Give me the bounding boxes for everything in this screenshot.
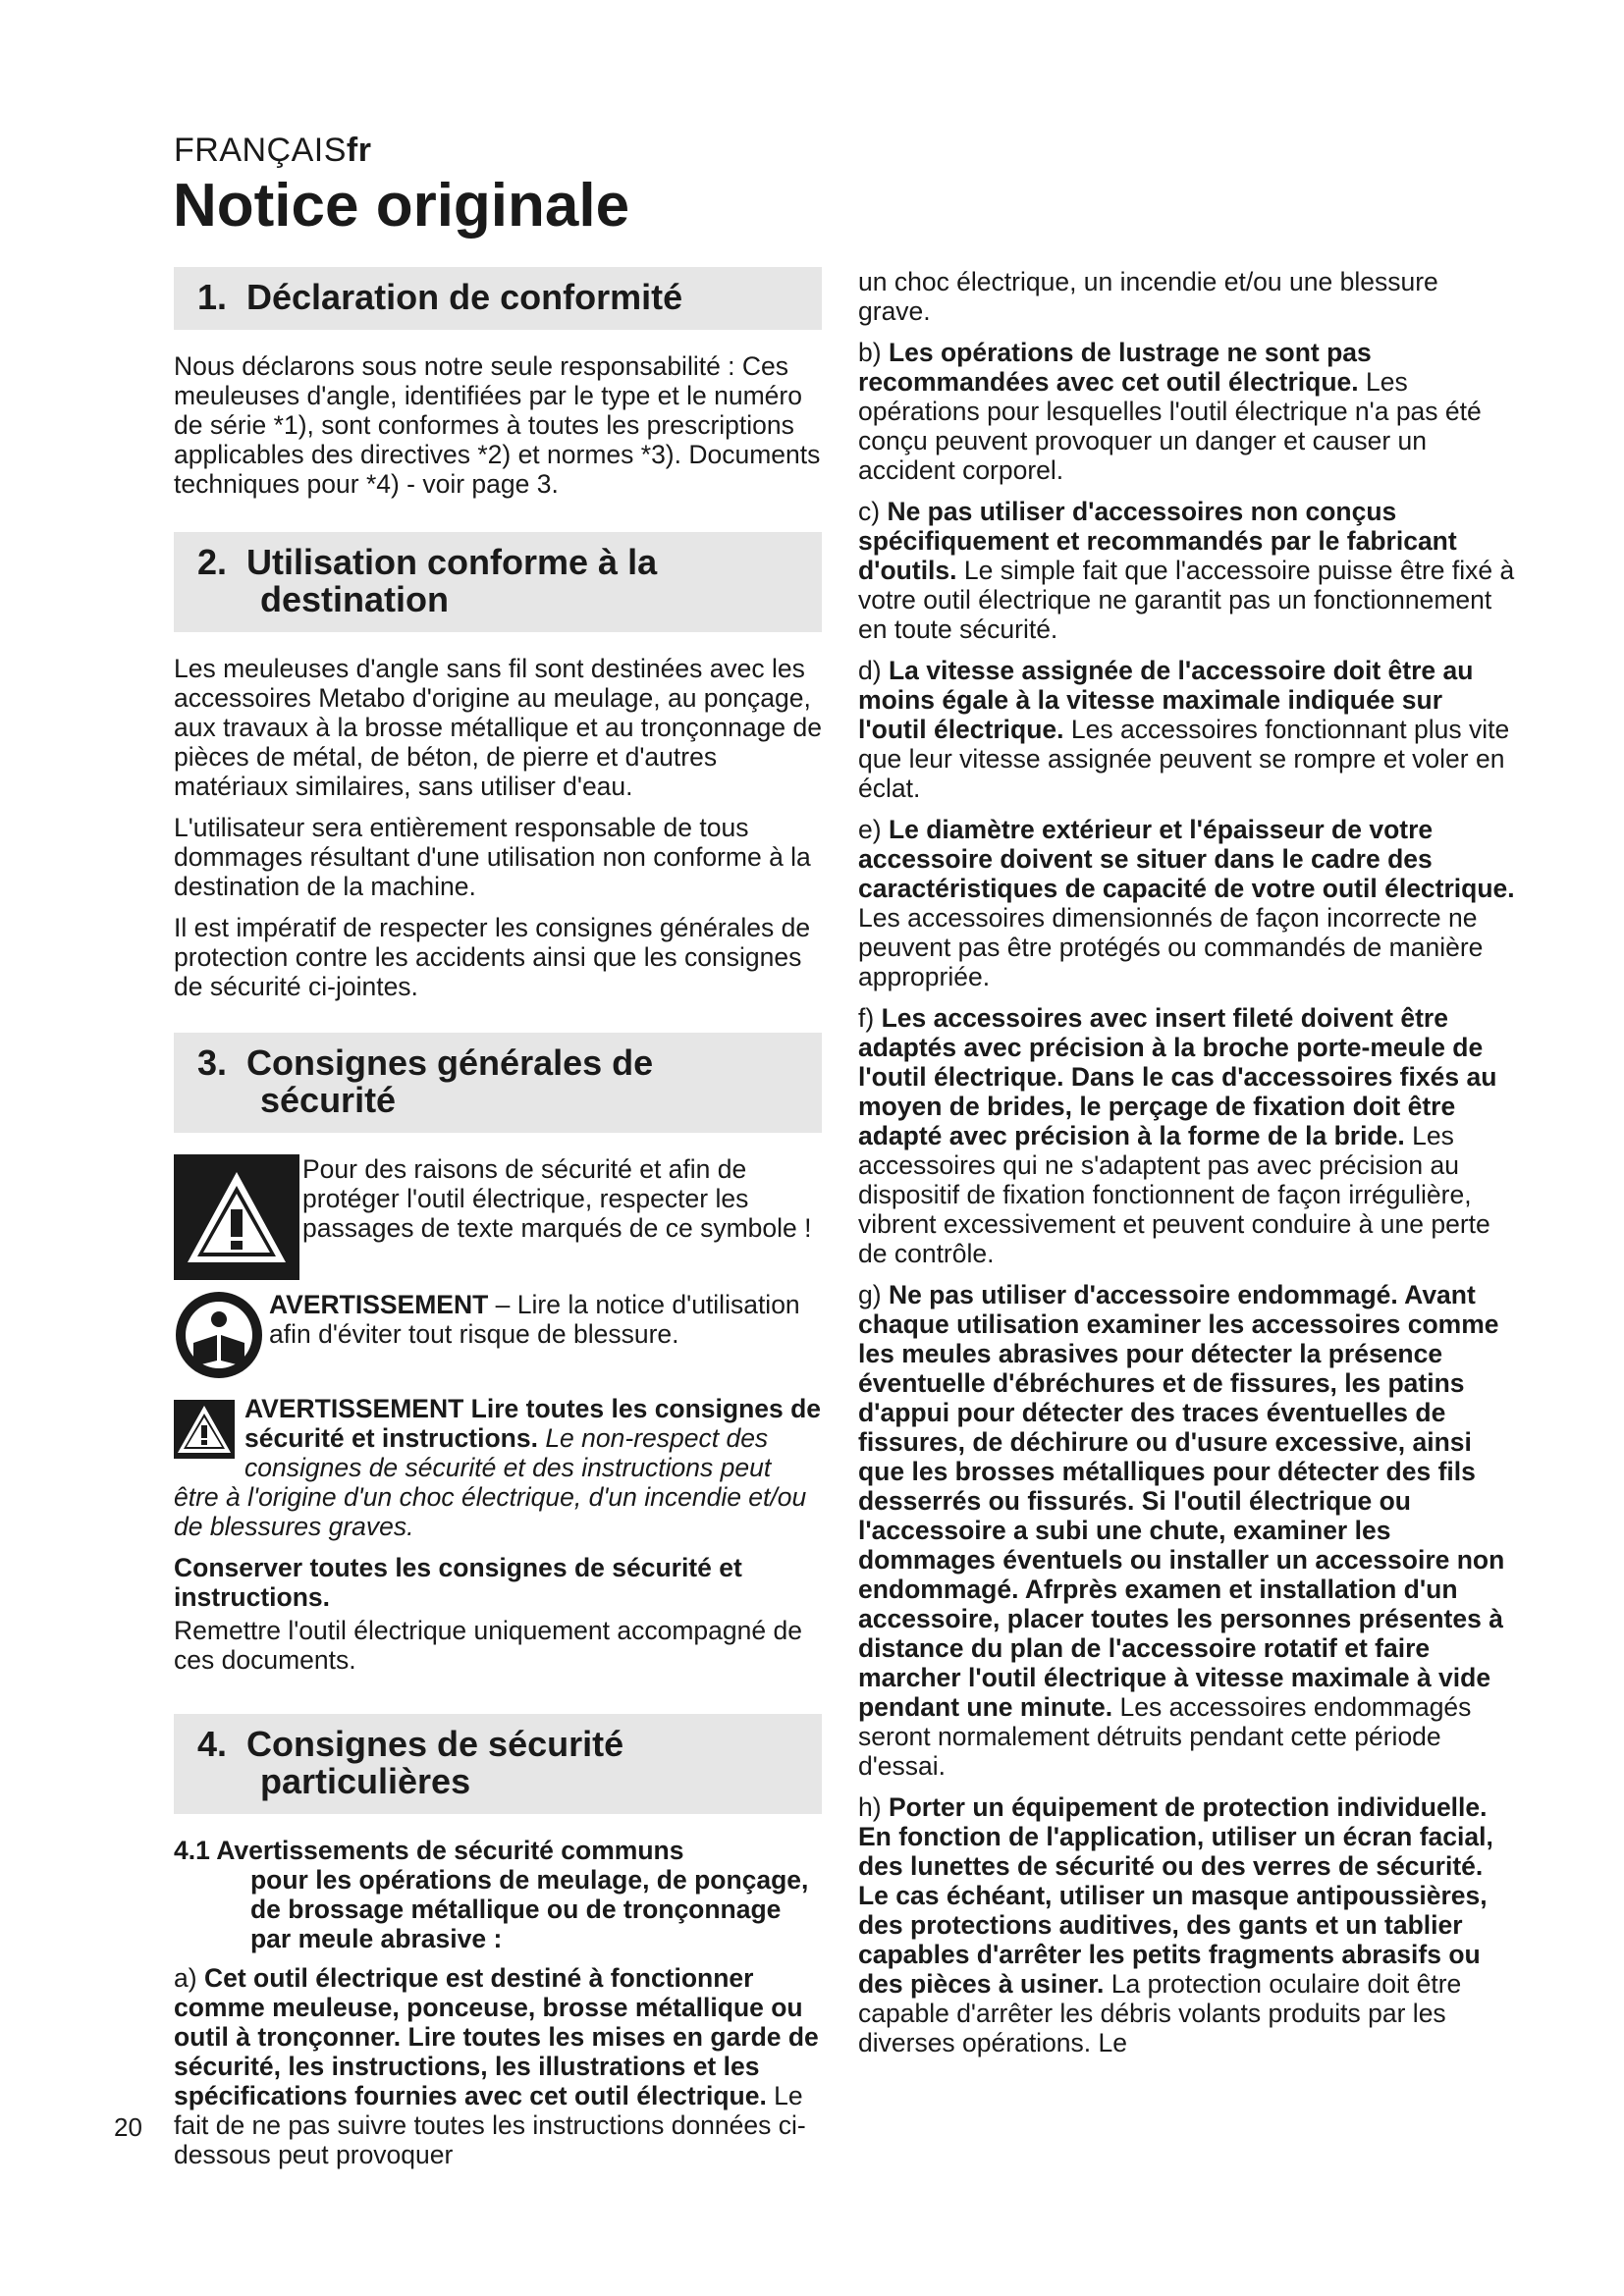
item-h-bold: Porter un équipement de protection individuelle. En fonction de l'application, utiliser un écran facial, des lunettes de sécurité ou des verres de sécurité. Le cas échéant, utiliser un masque antipoussières, des protections auditives, des gants et un tablier capables d'arrêter les petits fragments abrasifs ou des pièces à usiner.	[858, 1792, 1493, 1999]
section-2-number: 2.	[197, 542, 228, 582]
document-title: Notice originale	[173, 172, 630, 240]
item-d-text: Les accessoires fonctionnant plus vite que leur vitesse assignée peuvent se rompre et voler en éclat.	[858, 715, 1510, 803]
section-1-heading	[174, 267, 822, 330]
page-number: 20	[114, 2112, 142, 2142]
section-4-number: 4.	[197, 1724, 228, 1764]
safety-symbol-text: Pour des raisons de sécurité et afin de protéger l'outil électrique, respecter les passages de texte marqués de ce symbole !	[302, 1154, 812, 1243]
item-d-label: d)	[858, 656, 889, 685]
item-c-text: Le simple fait que l'accessoire puisse être fixé à votre outil électrique ne garantit pas un fonctionnement en toute sécurité.	[858, 556, 1515, 644]
general-warning	[174, 1394, 822, 1541]
item-d	[858, 656, 1516, 803]
item-f-text: Les accessoires qui ne s'adaptent pas avec précision au dispositif de fixation fonctionnent de façon irrégulière, vibrent excessivement et peuvent conduire à une perte de contrôle.	[858, 1121, 1490, 1268]
section-2-paragraph-2: L'utilisateur sera entièrement responsable de tous dommages résultant d'une utilisation non conforme à la destination de la machine.	[174, 813, 811, 901]
section-4-heading	[174, 1714, 822, 1814]
language-label	[174, 132, 371, 170]
item-h	[858, 1792, 1516, 2057]
item-b-label: b)	[858, 338, 889, 367]
read-manual-icon	[174, 1290, 264, 1380]
item-f-bold: Les accessoires avec insert fileté doivent être adaptés avec précision à la broche porte-meule de l'outil électrique. Dans le cas d'accessoires fixés au moyen de brides, le perçage de fixation doit être adapté avec précision à la forme de la bride.	[858, 1003, 1497, 1150]
keep-instructions-text: Remettre l'outil électrique uniquement accompagné de ces documents.	[174, 1616, 802, 1675]
item-g	[858, 1280, 1516, 1781]
item-a-bold: Cet outil électrique est destiné à fonctionner comme meuleuse, ponceuse, brosse métallique ou outil à tronçonner. Lire toutes les mises en garde de sécurité, les instructions, les illustrations et les spécifications fournies avec cet outil électrique.	[174, 1963, 819, 2110]
item-c-label: c)	[858, 497, 888, 526]
warning-triangle-small-icon	[174, 1400, 235, 1459]
item-d-bold: La vitesse assignée de l'accessoire doit être au moins égale à la vitesse maximale indiquée sur l'outil électrique.	[858, 656, 1474, 744]
general-warning-text: Le non-respect des consignes de sécurité et des instructions peut être à l'origine d'un choc électrique, d'un incendie et/ou de blessures graves.	[174, 1423, 807, 1541]
item-g-label: g)	[858, 1280, 889, 1309]
section-3-number: 3.	[197, 1042, 228, 1083]
item-b	[858, 338, 1516, 485]
section-3-title-line1: Consignes générales de	[246, 1042, 654, 1083]
item-g-text: Les accessoires endommagés seront normalement détruits pendant cette période d'essai.	[858, 1692, 1472, 1781]
warning-triangle-icon	[174, 1154, 299, 1280]
section-1-number: 1.	[197, 277, 228, 317]
section-4-title-line1: Consignes de sécurité	[246, 1724, 624, 1764]
section-3-heading	[174, 1033, 822, 1133]
section-2-title-line2: destination	[260, 579, 450, 619]
item-e-bold: Le diamètre extérieur et l'épaisseur de votre accessoire doivent se situer dans le cadre des caractéristiques de capacité de votre outil électrique.	[858, 815, 1515, 903]
item-b-bold: Les opérations de lustrage ne sont pas recommandées avec cet outil électrique.	[858, 338, 1372, 397]
section-2-paragraph-3: Il est impératif de respecter les consignes générales de protection contre les accidents ainsi que les consignes de sécurité ci-jointes.	[174, 913, 811, 1001]
subsection-4-1-heading	[174, 1836, 822, 1953]
item-e-label: e)	[858, 815, 889, 844]
general-warning-heading: AVERTISSEMENT Lire toutes les consignes de sécurité et instructions.	[244, 1394, 822, 1453]
keep-instructions	[174, 1553, 822, 1612]
item-c-bold: Ne pas utiliser d'accessoires non conçus spécifiquement et recommandés par le fabricant d'outils.	[858, 497, 1457, 585]
section-2-paragraph-1: Les meuleuses d'angle sans fil sont destinées avec les accessoires Metabo d'origine au meulage, au ponçage, aux travaux à la brosse métallique et au tronçonnage de pièces de métal, de béton, de pierre et d'autres matériaux similaires, sans utiliser d'eau.	[174, 654, 822, 801]
section-2-heading	[174, 532, 822, 632]
item-e-text: Les accessoires dimensionnés de façon incorrecte ne peuvent pas être protégés ou commandés de manière appropriée.	[858, 903, 1484, 991]
item-h-text: La protection oculaire doit être capable d'arrêter les débris volants produits par les diverses opérations. Le	[858, 1969, 1462, 2057]
subsection-4-1-title-rest: pour les opérations de meulage, de ponçage, de brossage métallique ou de tronçonnage par meule abrasive :	[250, 1865, 809, 1953]
keep-instructions-heading: Conserver toutes les consignes de sécurité et instructions.	[174, 1553, 742, 1612]
item-g-bold: Ne pas utiliser d'accessoire endommagé. Avant chaque utilisation examiner les accessoires comme les meules abrasives pour détecter la présence éventuelle d'ébréchures et de fissures, les patins d'appui pour détecter des traces éventuelles de fissures, de déchirure ou d'usure excessive, ainsi que les brosses métalliques pour détecter des fils desserrés ou fissurés. Si l'outil électrique ou l'accessoire a subi une chute, examiner les dommages éventuels ou installer un accessoire non endommagé. Afrprès examen et installation d'un accessoire, placer toutes les personnes présentes à distance du plan de l'accessoire rotatif et faire marcher l'outil électrique à vitesse maximale à vide pendant une minute.	[858, 1280, 1505, 1722]
section-1-title: Déclaration de conformité	[246, 277, 683, 317]
right-column	[858, 267, 1516, 2069]
subsection-4-1-title-line1: Avertissements de sécurité communs	[216, 1836, 684, 1865]
item-f	[858, 1003, 1516, 1268]
section-4-title-line2: particulières	[260, 1761, 471, 1801]
subsection-4-1-number: 4.1	[174, 1836, 210, 1865]
item-a	[174, 1963, 822, 2169]
item-b-text: Les opérations pour lesquelles l'outil électrique n'a pas été conçu peuvent provoquer un danger et causer un accident corporel.	[858, 367, 1482, 485]
language-code: fr	[346, 132, 372, 169]
item-f-label: f)	[858, 1003, 882, 1033]
item-a-label: a)	[174, 1963, 204, 1993]
read-warning-label: AVERTISSEMENT	[269, 1290, 489, 1319]
read-warning-text: – Lire la notice d'utilisation afin d'éviter tout risque de blessure.	[269, 1290, 800, 1349]
section-1-body: Nous déclarons sous notre seule responsabilité : Ces meuleuses d'angle, identifiées par le type et le numéro de série *1), sont conformes à toutes les prescriptions applicables des directives *2) et normes *3). Documents techniques pour *4) - voir page 3.	[174, 351, 821, 499]
item-e	[858, 815, 1516, 991]
section-2-title-line1: Utilisation conforme à la	[246, 542, 658, 582]
left-column	[174, 267, 822, 2181]
section-3-title-line2: sécurité	[260, 1080, 397, 1120]
read-manual-warning	[174, 1290, 822, 1380]
item-c	[858, 497, 1516, 644]
safety-symbol-note	[174, 1154, 822, 1280]
item-a-continued: un choc électrique, un incendie et/ou une blessure grave.	[858, 267, 1438, 326]
language-name: FRANÇAIS	[174, 132, 347, 169]
item-a-text: Le fait de ne pas suivre toutes les instructions données ci-dessous peut provoquer	[174, 2081, 806, 2169]
item-h-label: h)	[858, 1792, 889, 1822]
